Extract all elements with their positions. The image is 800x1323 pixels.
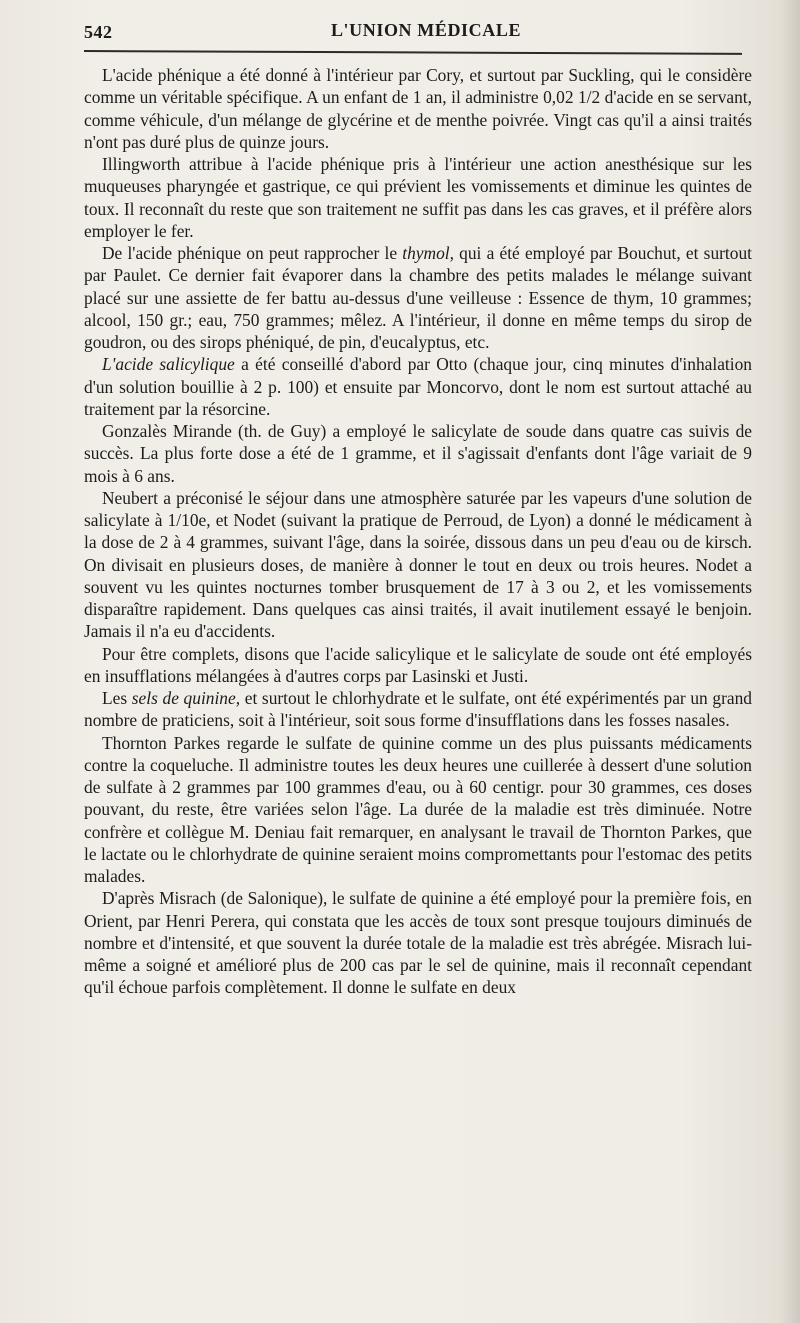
paragraph-acide-salicylique (84, 353, 752, 420)
paragraph-misrach: D'après Misrach (de Salonique), le sulfate de quinine a été employé pour la première fois, en Orient, par Henri Perera, qui constata que les accès de toux sont presque toujours diminués de nombre et d'intensité, et que souvent la durée totale de la maladie est très abrégée. Misrach lui-même a soigné et amélioré plus de 200 cas par le sel de quinine, mais il reconnaît cependant qu'il échoue parfois complètement. Il donne le sulfate en deux (84, 888, 752, 998)
paragraph-gonzales-mirande: Gonzalès Mirande (th. de Guy) a employé le salicylate de soude dans quatre cas suivis de succès. La plus forte dose a été de 1 gramme, et il s'agissait d'enfants dont l'âge variait de 9 mois à 6 ans. (84, 421, 752, 486)
paragraph-sels-de-quinine (84, 687, 752, 732)
paragraph-illingworth: Illingworth attribue à l'acide phénique pris à l'intérieur une action anesthésique sur les muqueuses pharyngée et gastrique, ce qui prévient les vomissements et diminue les quintes de toux. Il reconnaît du reste que son traitement ne suffit pas dans les cas graves, et il préfère alors employer le fer. (84, 154, 752, 241)
paragraph-thymol (84, 242, 752, 353)
page-number: 542 (84, 22, 113, 42)
italic-term: thymol, (402, 243, 454, 263)
italic-term: L'acide salicylique (102, 354, 235, 375)
paragraph-text: et surtout le chlorhydrate et le sulfate, ont été expérimentés par un grand nombre de praticiens, soit à l'intérieur, soit sous forme d'insufflations dans les fosses nasales. (84, 688, 752, 731)
header-rule (84, 50, 742, 55)
page-edge-shadow (782, 0, 800, 1323)
page-header (84, 18, 738, 48)
running-title: L'UNION MÉDICALE (330, 20, 522, 40)
paragraph-acide-phenique: L'acide phénique a été donné à l'intérieur par Cory, et surtout par Suckling, qui le considère comme un véritable spécifique. A un enfant de 1 an, il administre 0,02 1/2 d'acide en se servant, comme véhicule, d'un mélange de glycérine et de menthe poivrée. Vingt cas qu'il a ainsi traités n'ont pas duré plus de quinze jours. (84, 65, 752, 152)
body-text (84, 64, 752, 999)
paragraph-text: qui a été employé par Bouchut, et surtout par Paulet. Ce dernier fait évaporer dans la chambre des petits malades le mélange suivant placé sur une assiette de fer battu au-dessus d'une veilleuse : Essence de thym, 10 grammes; alcool, 150 gr.; eau, 750 grammes; mêlez. A l'intérieur, il donne en même temps du sirop de goudron, ou des sirops phéniqué, de pin, d'eucalyptus, etc. (84, 243, 752, 352)
paragraph-neubert: Neubert a préconisé le séjour dans une atmosphère saturée par les vapeurs d'une solution de salicylate à 1/10e, et Nodet (suivant la pratique de Perroud, de Lyon) a donné le médicament à la dose de 2 à 4 grammes, suivant l'âge, dans la soirée, dissous dans un peu d'eau ou de kirsch. On divisait en plusieurs doses, de manière à donner le tout en deux ou trois heures. Nodet a souvent vu les quintes nocturnes tomber brusquement de 17 à 3 ou 2, et les vomissements disparaître rapidement. Dans quelques cas ainsi traités, il avait inutilement essayé le benjoin. Jamais il n'a eu d'accidents. (84, 487, 752, 642)
paragraph-text: a été conseillé d'abord par Otto (chaque jour, cinq minutes d'inhalation d'un solution bouillie à 2 p. 100) et ensuite par Moncorvo, dont le nom est surtout attaché au traitement par la résorcine. (84, 354, 752, 419)
paragraph-thornton-parkes: Thornton Parkes regarde le sulfate de quinine comme un des plus puissants médicaments contre la coqueluche. Il administre toutes les deux heures une cuillerée à dessert d'une solution de sulfate à 2 grammes par 100 grammes d'eau, ou à 60 centigr. pour 30 grammes, ces doses pouvant, du reste, être variées selon l'âge. La durée de la maladie est très diminuée. Notre confrère et collègue M. Deniau fait remarquer, en analysant le travail de Thornton Parkes, que le lactate ou le chlorhydrate de quinine seraient moins compromettants pour l'estomac des petits malades. (84, 732, 752, 886)
paragraph-text: Les (102, 688, 132, 708)
paragraph-insufflations: Pour être complets, disons que l'acide salicylique et le salicylate de soude ont été employés en insufflations mélangées à d'autres corps par Lasinski et Justi. (84, 643, 752, 686)
italic-term: sels de quinine, (131, 688, 241, 708)
paragraph-text: De l'acide phénique on peut rapprocher le (102, 243, 403, 263)
